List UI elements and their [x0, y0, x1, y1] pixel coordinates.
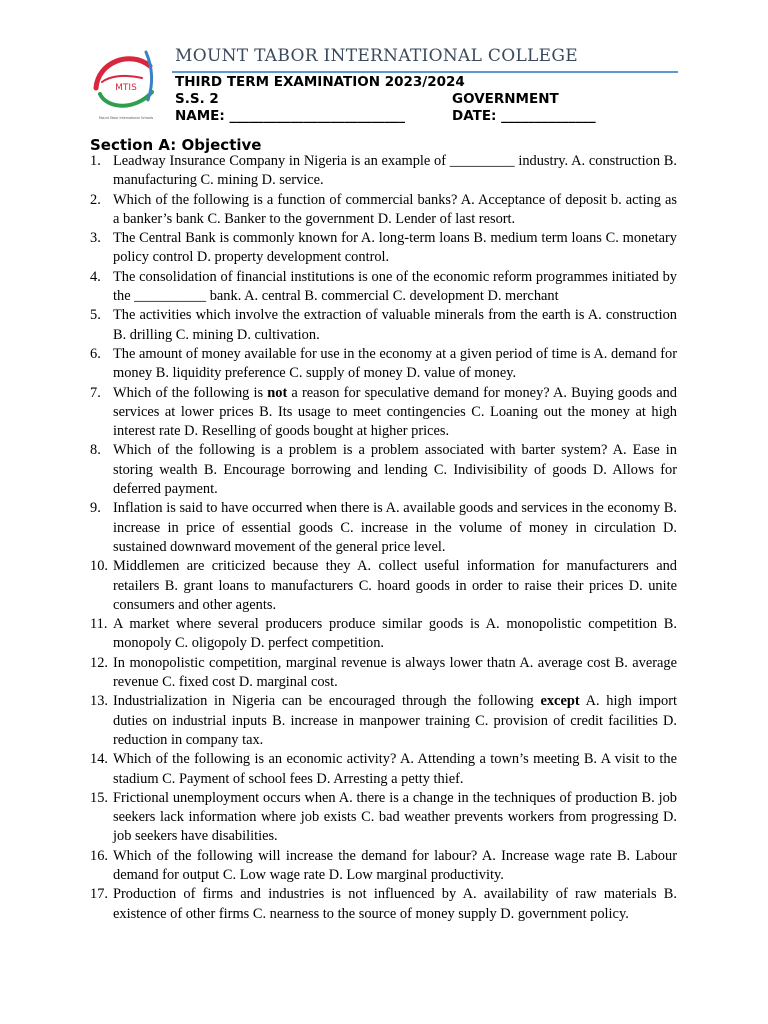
question-text: Which of the following is an economic activity? A. Attending a town’s meeting B. A visit to the stadium C. Payment of school fees D. Arresting a petty thief.	[113, 751, 677, 787]
question-text: Which of the following is	[113, 384, 268, 401]
question-item	[90, 152, 677, 191]
question-number: 7.	[90, 384, 101, 401]
question-number: 11.	[90, 616, 108, 633]
question-number: 15.	[90, 789, 108, 806]
logo-caption: Mount Tabor International Schools	[98, 116, 154, 120]
question-emphasis: not	[267, 384, 288, 401]
question-number: 4.	[90, 268, 101, 285]
question-number: 9.	[90, 500, 101, 517]
question-text: The amount of money available for use in the economy at a given period of time is A. demand for money B. liquidity preference C. supply of money D. value of money.	[113, 345, 677, 382]
question-text: Industrialization in Nigeria can be encouraged through the following	[113, 693, 541, 710]
question-text: Production of firms and industries is not influenced by A. availability of raw materials B. existence of other firms C. nearness to the source of money supply D. government policy.	[113, 886, 677, 922]
question-item	[90, 499, 677, 557]
question-text: In monopolistic competition, marginal revenue is always lower thatn A. average cost B. average revenue C. fixed cost D. marginal cost.	[113, 654, 677, 691]
question-item	[90, 229, 677, 268]
section-title: Section A: Objective	[90, 136, 262, 154]
question-item	[90, 191, 677, 230]
question-text: Which of the following is a problem is a problem associated with barter system? A. Ease in storing wealth B. Encourage borrowing and lending C. Indivisibility of goods D. Allows for deferred payment.	[113, 442, 677, 498]
question-number: 14.	[90, 751, 108, 768]
question-item	[90, 847, 677, 886]
question-number: 12.	[90, 654, 108, 671]
question-text: The activities which involve the extraction of valuable minerals from the earth is A. construction B. drilling C. mining D. cultivation.	[113, 307, 677, 343]
question-item	[90, 885, 677, 924]
question-item	[90, 557, 677, 615]
question-item	[90, 789, 677, 847]
exam-title: THIRD TERM EXAMINATION 2023/2024	[175, 74, 465, 90]
question-number: 8.	[90, 442, 101, 459]
question-text: The consolidation of financial institutions is one of the economic reform programmes initiated by the __________ bank. A. central B. commercial C. development D. merchant	[113, 268, 677, 305]
question-text-continued: A. high import duties on industrial inputs B. increase in manpower training C. provision of credit facilities D. reduction in company tax.	[113, 693, 677, 748]
question-text: Inflation is said to have occurred when there is A. available goods and services in the economy B. increase in price of essential goods C. increase in the volume of money in circulation D. sustained downward movement of the general price level.	[113, 500, 677, 555]
question-text: Middlemen are criticized because they A. collect useful information for manufacturers and retailers B. grant loans to manufacturers C. hoard goods in order to raise their prices D. unite consumers and other agents.	[113, 558, 677, 613]
question-number: 2.	[90, 191, 101, 208]
question-list	[90, 152, 677, 924]
question-text: Leadway Insurance Company in Nigeria is an example of _________ industry. A. construction B. manufacturing C. mining D. service.	[113, 153, 677, 189]
question-item	[90, 615, 677, 654]
question-emphasis: except	[540, 693, 580, 710]
question-number: 13.	[90, 693, 108, 710]
question-text-continued: a reason for speculative demand for money? A. Buying goods and services at lower prices B. Its usage to meet contingencies C. Loaning out the money at high interest rate D. Reselling of goods bought at higher prices.	[113, 384, 677, 440]
question-text: Which of the following is a function of commercial banks? A. Acceptance of deposit b. acting as a banker’s bank C. Banker to the government D. Lender of last resort.	[113, 191, 677, 227]
class-label: S.S. 2	[175, 91, 219, 107]
date-field: DATE: ______________	[452, 108, 596, 124]
question-item	[90, 750, 677, 789]
question-number: 1.	[90, 153, 101, 169]
question-text: A market where several producers produce similar goods is A. monopolistic competition B. monopoly C. oligopoly D. perfect competition.	[113, 616, 677, 652]
header-rule	[172, 71, 678, 73]
question-number: 16.	[90, 847, 108, 864]
question-number: 10.	[90, 558, 108, 575]
question-text: Which of the following will increase the demand for labour? A. Increase wage rate B. Labour demand for output C. Low wage rate D. Low marginal productivity.	[113, 847, 677, 883]
question-number: 5.	[90, 307, 101, 324]
question-item	[90, 306, 677, 345]
question-item	[90, 384, 677, 442]
question-item	[90, 268, 677, 307]
college-name: MOUNT TABOR INTERNATIONAL COLLEGE	[175, 46, 578, 66]
question-item	[90, 692, 677, 750]
name-field: NAME: __________________________	[175, 108, 406, 124]
question-text: The Central Bank is commonly known for A. long-term loans B. medium term loans C. monetary policy control D. property development control.	[113, 230, 677, 266]
question-text: Frictional unemployment occurs when A. there is a change in the techniques of production B. job seekers lack information where job exists C. bad weather prevents workers from progressing D. job seekers have disabilities.	[113, 789, 677, 845]
subject-label: GOVERNMENT	[452, 91, 559, 107]
question-number: 3.	[90, 230, 101, 247]
question-item	[90, 654, 677, 693]
school-logo	[90, 48, 162, 124]
question-number: 6.	[90, 345, 101, 362]
question-number: 17.	[90, 886, 108, 903]
question-item	[90, 441, 677, 499]
logo-text: MTIS	[115, 83, 137, 93]
question-item	[90, 345, 677, 384]
